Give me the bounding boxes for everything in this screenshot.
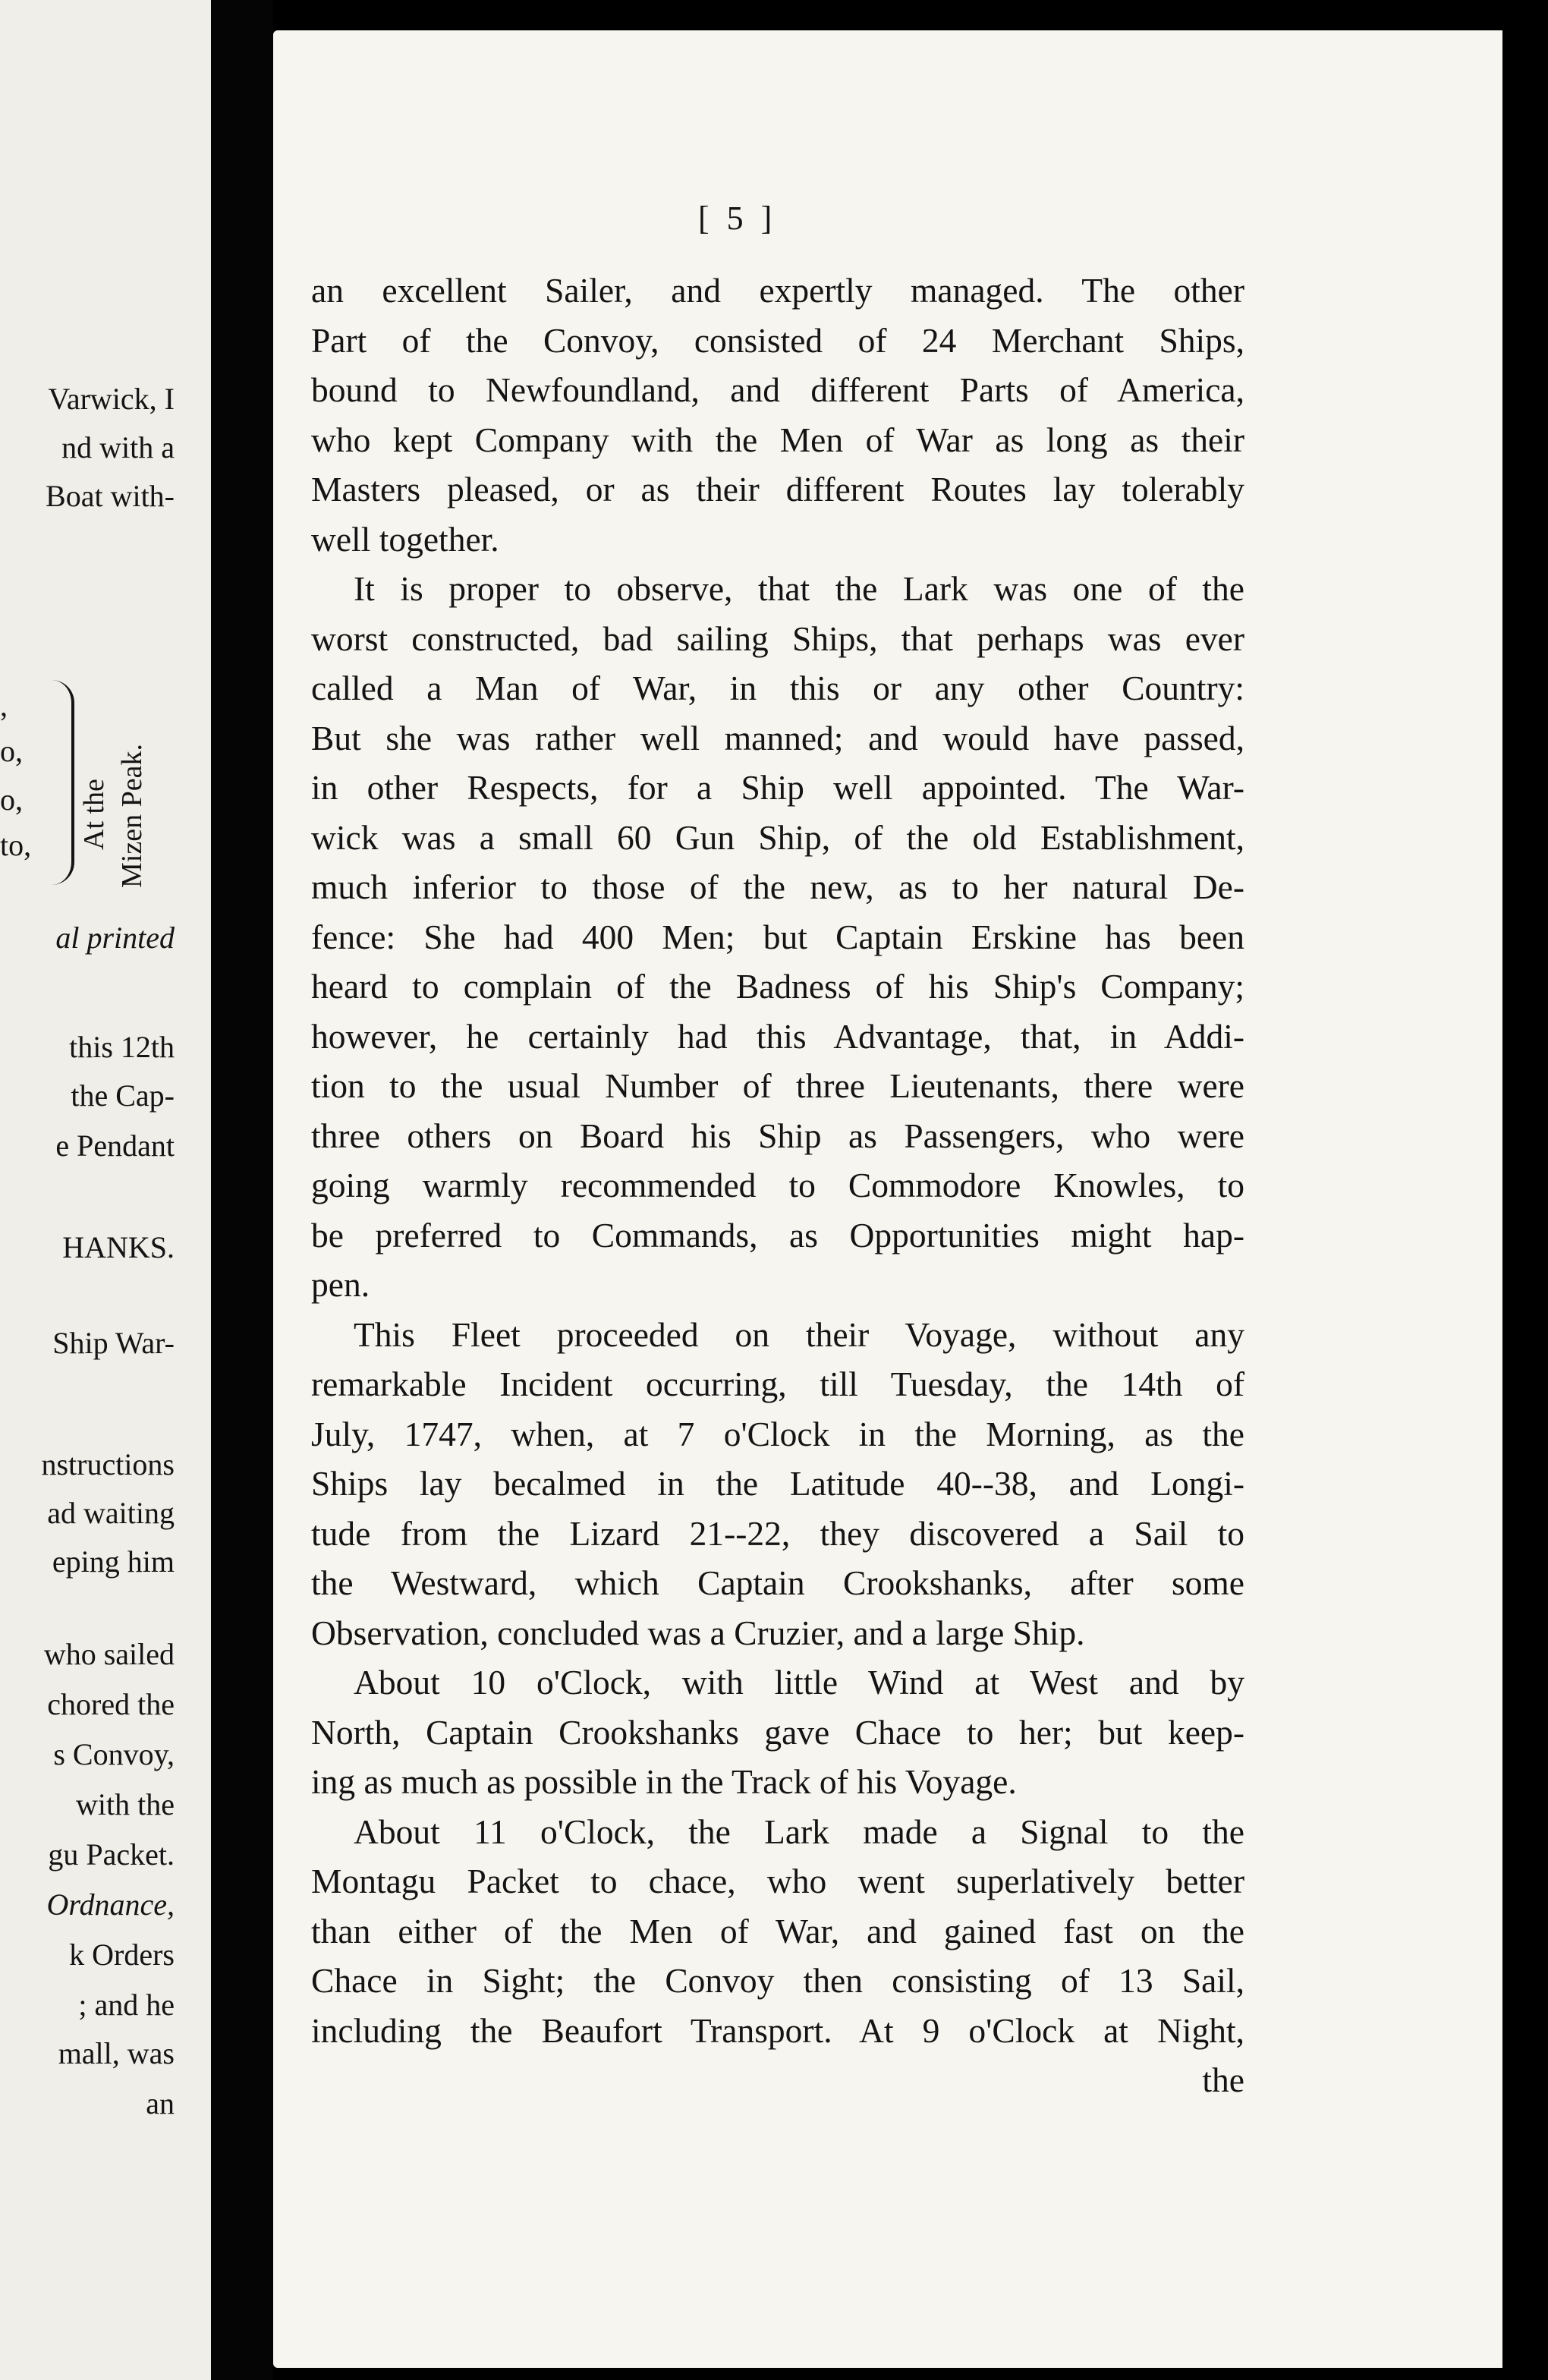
- text-line: fence: She had 400 Men; but Captain Erskine has been: [311, 917, 1244, 956]
- text-line: Ships lay becalmed in the Latitude 40--38, and Longi-: [311, 1464, 1244, 1503]
- left-line: s Convoy,: [53, 1737, 175, 1771]
- text-line: much inferior to those of the new, as to her natural De-: [311, 867, 1244, 906]
- left-line: Varwick, I: [48, 382, 175, 416]
- text-line: But she was rather well manned; and would have passed,: [311, 718, 1244, 757]
- left-line: ; and he: [78, 1988, 175, 2022]
- text-line: pen.: [311, 1265, 370, 1304]
- left-line: the Cap-: [71, 1078, 175, 1113]
- text-line: July, 1747, when, at 7 o'Clock in the Morning, as the: [311, 1414, 1244, 1453]
- text-line: bound to Newfoundland, and different Parts of America,: [311, 370, 1244, 409]
- text-line: Chace in Sight; the Convoy then consisting of 13 Sail,: [311, 1961, 1244, 2000]
- text-line: than either of the Men of War, and gained fast on the: [311, 1911, 1244, 1950]
- text-line: North, Captain Crookshanks gave Chace to her; but keep-: [311, 1712, 1244, 1752]
- scan-border-right: [1502, 0, 1548, 2380]
- text-line: an excellent Sailer, and expertly managed. The other: [311, 271, 1244, 310]
- brace-bracket: [52, 680, 74, 885]
- left-line: Boat with-: [46, 479, 175, 513]
- left-line: an: [146, 2086, 175, 2120]
- page-body: [311, 266, 1244, 2105]
- text-line: the Westward, which Captain Crookshanks, after some: [311, 1563, 1244, 1602]
- text-line: heard to complain of the Badness of his Ship's Company;: [311, 967, 1244, 1006]
- catchword: the: [1202, 2060, 1244, 2099]
- text-line: Montagu Packet to chace, who went superlatively better: [311, 1862, 1244, 1900]
- left-line: mall, was: [58, 2036, 175, 2070]
- left-line: o,: [0, 734, 23, 768]
- text-line: About 11 o'Clock, the Lark made a Signal to the: [354, 1812, 1244, 1851]
- book-gutter: [211, 0, 273, 2380]
- text-line: Observation, concluded was a Cruzier, and a large Ship.: [311, 1613, 1085, 1652]
- left-line: with the: [76, 1787, 175, 1821]
- left-line: eping him: [52, 1544, 175, 1579]
- text-line: including the Beaufort Transport. At 9 o'Clock at Night,: [311, 2010, 1244, 2050]
- text-line: tude from the Lizard 21--22, they discovered a Sail to: [311, 1513, 1244, 1553]
- text-line: going warmly recommended to Commodore Knowles, to: [311, 1166, 1244, 1204]
- text-line: in other Respects, for a Ship well appointed. The War-: [311, 768, 1244, 807]
- text-line: This Fleet proceeded on their Voyage, without any: [354, 1314, 1244, 1354]
- vertical-label-2: Mizen Peak.: [116, 744, 148, 888]
- text-line: well together.: [311, 519, 499, 559]
- left-line: e Pendant: [55, 1129, 175, 1163]
- text-line: remarkable Incident occurring, till Tuesday, the 14th of: [311, 1365, 1244, 1403]
- left-line: Ordnance,: [46, 1887, 175, 1922]
- left-line: who sailed: [43, 1637, 175, 1671]
- text-line: About 10 o'Clock, with little Wind at West and by: [354, 1663, 1244, 1702]
- text-line: who kept Company with the Men of War as long as their: [311, 420, 1244, 459]
- text-line: wick was a small 60 Gun Ship, of the old Establishment,: [311, 817, 1244, 857]
- left-line: ad waiting: [47, 1496, 175, 1530]
- left-line: nstructions: [41, 1447, 175, 1481]
- left-line: Ship War-: [52, 1326, 175, 1360]
- left-line: this 12th: [69, 1030, 175, 1064]
- text-line: ing as much as possible in the Track of his Voyage.: [311, 1762, 1017, 1801]
- facing-page-fragment: [0, 0, 211, 2380]
- text-line: Masters pleased, or as their different Routes lay tolerably: [311, 470, 1244, 508]
- text-line: It is proper to observe, that the Lark was one of the: [354, 569, 1244, 608]
- text-line: however, he certainly had this Advantage, that, in Addi-: [311, 1016, 1244, 1056]
- left-line: al printed: [55, 921, 175, 955]
- text-line: tion to the usual Number of three Lieutenants, there were: [311, 1066, 1244, 1105]
- text-line: worst constructed, bad sailing Ships, that perhaps was ever: [311, 619, 1244, 658]
- left-line: chored the: [47, 1687, 175, 1721]
- text-line: be preferred to Commands, as Opportunities might hap-: [311, 1215, 1244, 1255]
- text-line: called a Man of War, in this or any other Country:: [311, 669, 1244, 707]
- left-line: ,: [0, 688, 8, 722]
- text-line: three others on Board his Ship as Passengers, who were: [311, 1116, 1244, 1155]
- text-line: Part of the Convoy, consisted of 24 Merchant Ships,: [311, 320, 1244, 360]
- left-line: HANKS.: [62, 1230, 175, 1264]
- left-line: nd with a: [61, 430, 175, 464]
- page-number: [ 5 ]: [698, 200, 777, 237]
- left-line: k Orders: [69, 1938, 175, 1972]
- left-line: gu Packet.: [48, 1837, 175, 1872]
- vertical-label-1: At the: [78, 779, 110, 850]
- left-line: o,: [0, 782, 23, 817]
- left-line: to,: [0, 828, 32, 862]
